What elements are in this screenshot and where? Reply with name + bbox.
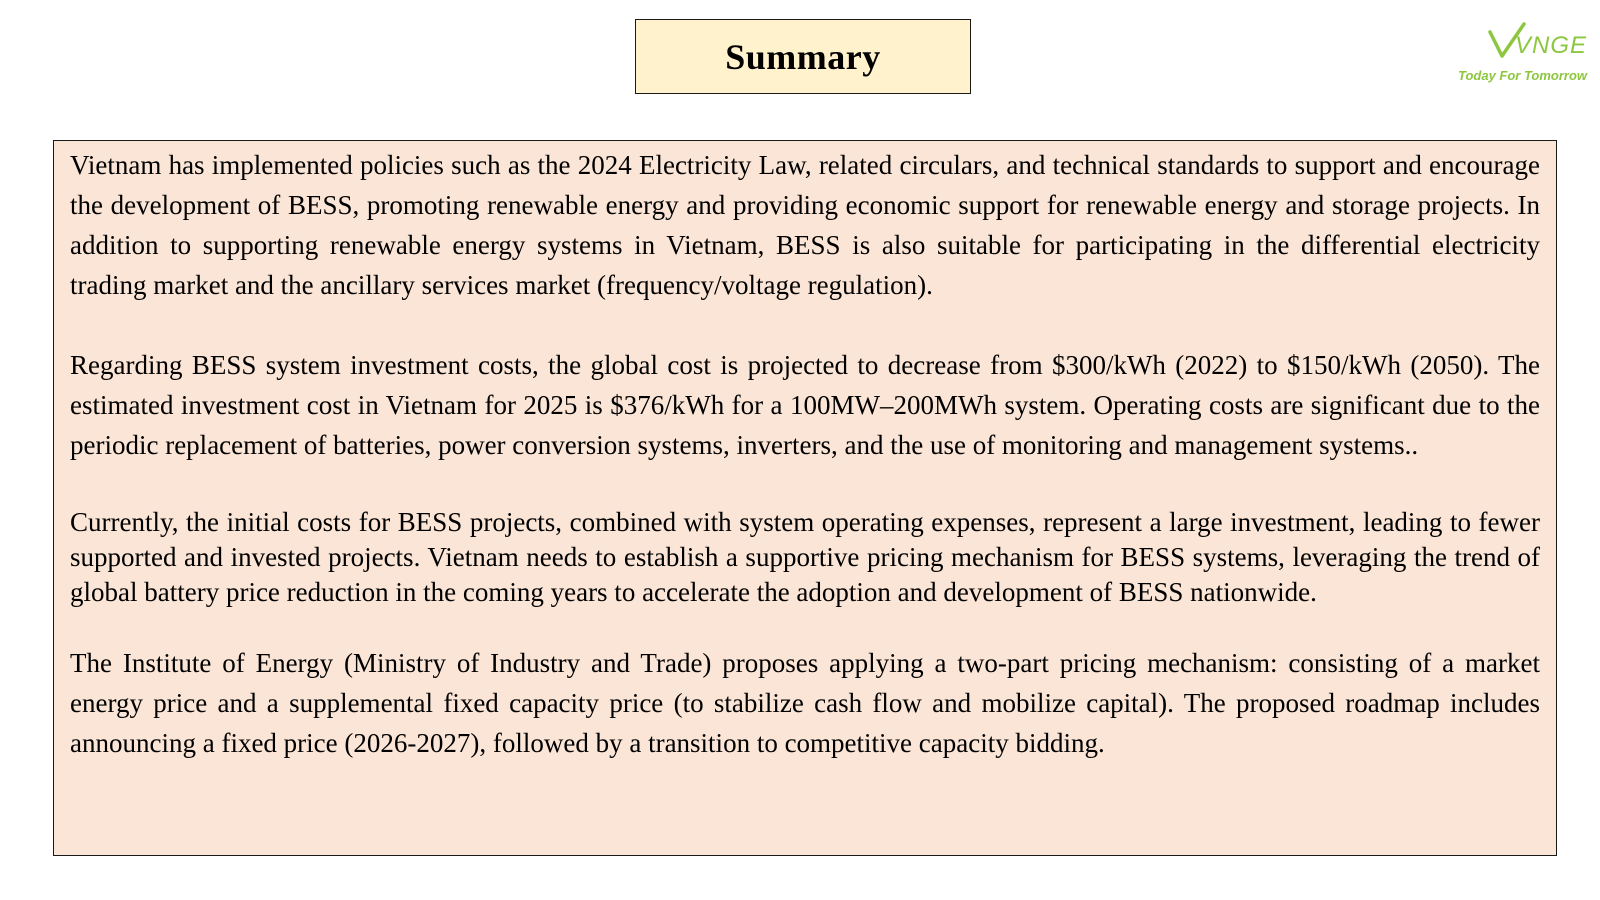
slide-title: Summary bbox=[725, 36, 881, 77]
logo-wordmark: VNGE bbox=[1515, 32, 1588, 59]
logo-tagline: Today For Tomorrow bbox=[1458, 68, 1588, 83]
title-box bbox=[635, 19, 971, 94]
paragraph-current-situation: Currently, the initial costs for BESS projects, combined with system operating expenses, represent a large investment, leading to fewer supported and invested projects. Vietnam needs to establish a supportive pricing mechanism for BESS systems, leveraging the trend of global battery price reduction in the coming years to accelerate the adoption and development of BESS nationwide. bbox=[70, 507, 1540, 607]
paragraph-policies: Vietnam has implemented policies such as the 2024 Electricity Law, related circulars, and technical standards to support and encourage the development of BESS, promoting renewable energy and providing economic support for renewable energy and storage projects. In addition to supporting renewable energy systems in Vietnam, BESS is also suitable for participating in the differential electricity trading market and the ancillary services market (frequency/voltage regulation). bbox=[70, 150, 1540, 300]
vnge-logo bbox=[1450, 18, 1598, 88]
paragraph-investment-costs: Regarding BESS system investment costs, the global cost is projected to decrease from $300/kWh (2022) to $150/kWh (2050). The estimated investment cost in Vietnam for 2025 is $376/kWh for a 100MW–200MWh system. Operating costs are significant due to the periodic replacement of batteries, power conversion systems, inverters, and the use of monitoring and management systems.. bbox=[70, 350, 1540, 460]
paragraph-pricing-mechanism: The Institute of Energy (Ministry of Industry and Trade) proposes applying a two-part pricing mechanism: consisting of a market energy price and a supplemental fixed capacity price (to stabilize cash flow and mobilize capital). The proposed roadmap includes announcing a fixed price (2026-2027), followed by a transition to competitive capacity bidding. bbox=[70, 648, 1540, 758]
summary-content-box bbox=[53, 140, 1557, 856]
